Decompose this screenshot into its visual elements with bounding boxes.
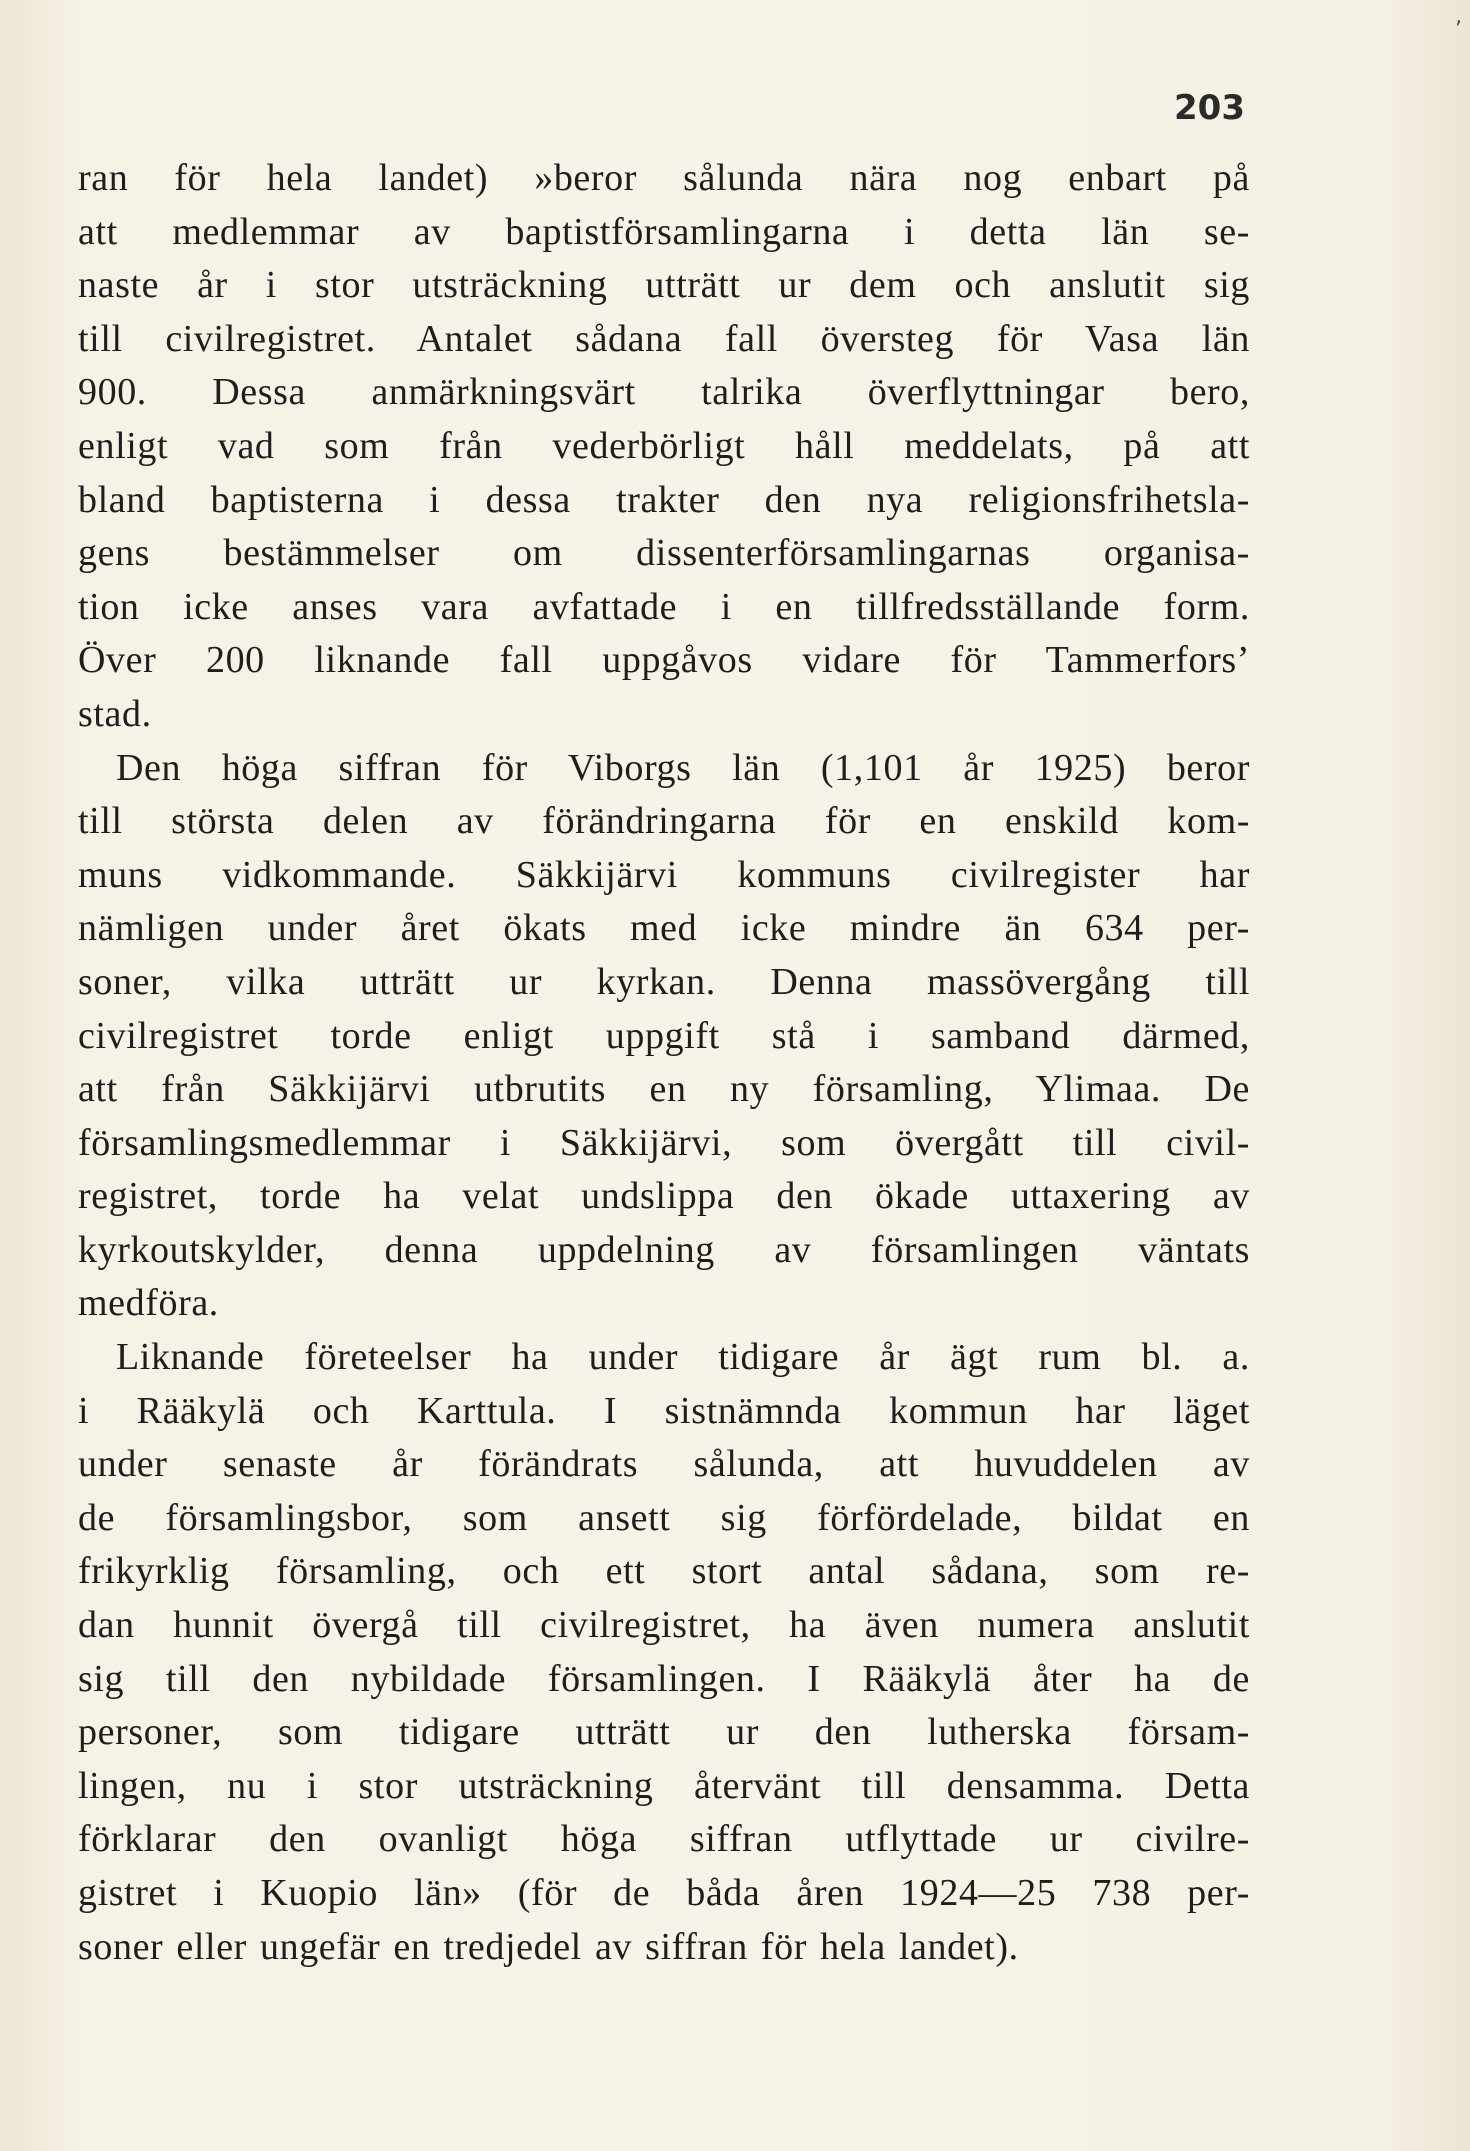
text-line: muns vidkommande. Säkkijärvi kommuns civilregister har [78, 853, 1250, 896]
text-line: lingen, nu i stor utsträckning återvänt till densamma. Detta [78, 1764, 1250, 1807]
text-line: nämligen under året ökats med icke mindre än 634 per- [78, 907, 1250, 950]
text-line: Över 200 liknande fall uppgåvos vidare för Tammerfors’ [78, 639, 1250, 682]
paragraph [78, 742, 1250, 1332]
text-line: 900. Dessa anmärkningsvärt talrika överflyttningar bero, [78, 371, 1250, 414]
text-line: kyrkoutskylder, denna uppdelning av församlingen väntats [78, 1228, 1250, 1271]
paragraph [78, 1331, 1250, 1974]
text-line: bland baptisterna i dessa trakter den nya religionsfrihetsla- [78, 478, 1250, 521]
text-line: frikyrklig församling, och ett stort antal sådana, som re- [78, 1550, 1250, 1593]
text-line: civilregistret torde enligt uppgift stå i samband därmed, [78, 1014, 1250, 1057]
text-line: de församlingsbor, som ansett sig förfördelade, bildat en [78, 1496, 1250, 1539]
text-line: till största delen av förändringarna för en enskild kom- [78, 800, 1250, 843]
paragraph [78, 152, 1250, 742]
text-line: personer, som tidigare utträtt ur den lutherska försam- [78, 1711, 1250, 1754]
text-line: till civilregistret. Antalet sådana fall översteg för Vasa län [78, 317, 1250, 360]
text-line: församlingsmedlemmar i Säkkijärvi, som övergått till civil- [78, 1121, 1250, 1164]
text-line: medföra. [78, 1282, 219, 1325]
text-line: att från Säkkijärvi utbrutits en ny församling, Ylimaa. De [78, 1068, 1250, 1111]
text-line: i Rääkylä och Karttula. I sistnämnda kommun har läget [78, 1389, 1250, 1432]
text-line: dan hunnit övergå till civilregistret, ha även numera anslutit [78, 1604, 1250, 1647]
text-line: tion icke anses vara avfattade i en tillfredsställande form. [78, 585, 1250, 628]
body-text [78, 152, 1250, 1974]
text-line: gens bestämmelser om dissenterförsamlingarnas organisa- [78, 532, 1250, 575]
text-line: att medlemmar av baptistförsamlingarna i detta län se- [78, 210, 1250, 253]
text-line: förklarar den ovanligt höga siffran utflyttade ur civilre- [78, 1818, 1250, 1861]
text-line: gistret i Kuopio län» (för de båda åren 1924—25 738 per- [78, 1872, 1250, 1914]
text-line: Den höga siffran för Viborgs län (1,101 år 1925) beror [116, 746, 1250, 789]
text-line: ran för hela landet) »beror sålunda nära nog enbart på [78, 157, 1250, 199]
page-number: 203 [1174, 88, 1245, 128]
text-line: sig till den nybildade församlingen. I Rääkylä åter ha de [78, 1657, 1250, 1700]
text-line: under senaste år förändrats sålunda, att huvuddelen av [78, 1443, 1250, 1486]
corner-mark: ‚ [1455, 4, 1462, 29]
text-line: soner eller ungefär en tredjedel av siffran för hela landet). [78, 1925, 1019, 1968]
text-line: enligt vad som från vederbörligt håll meddelats, på att [78, 424, 1250, 467]
text-line: registret, torde ha velat undslippa den ökade uttaxering av [78, 1175, 1250, 1218]
text-line: soner, vilka utträtt ur kyrkan. Denna massövergång till [78, 960, 1250, 1003]
text-line: Liknande företeelser ha under tidigare år ägt rum bl. a. [116, 1336, 1250, 1379]
text-line: naste år i stor utsträckning utträtt ur dem och anslutit sig [78, 264, 1250, 307]
text-line: stad. [78, 692, 152, 735]
